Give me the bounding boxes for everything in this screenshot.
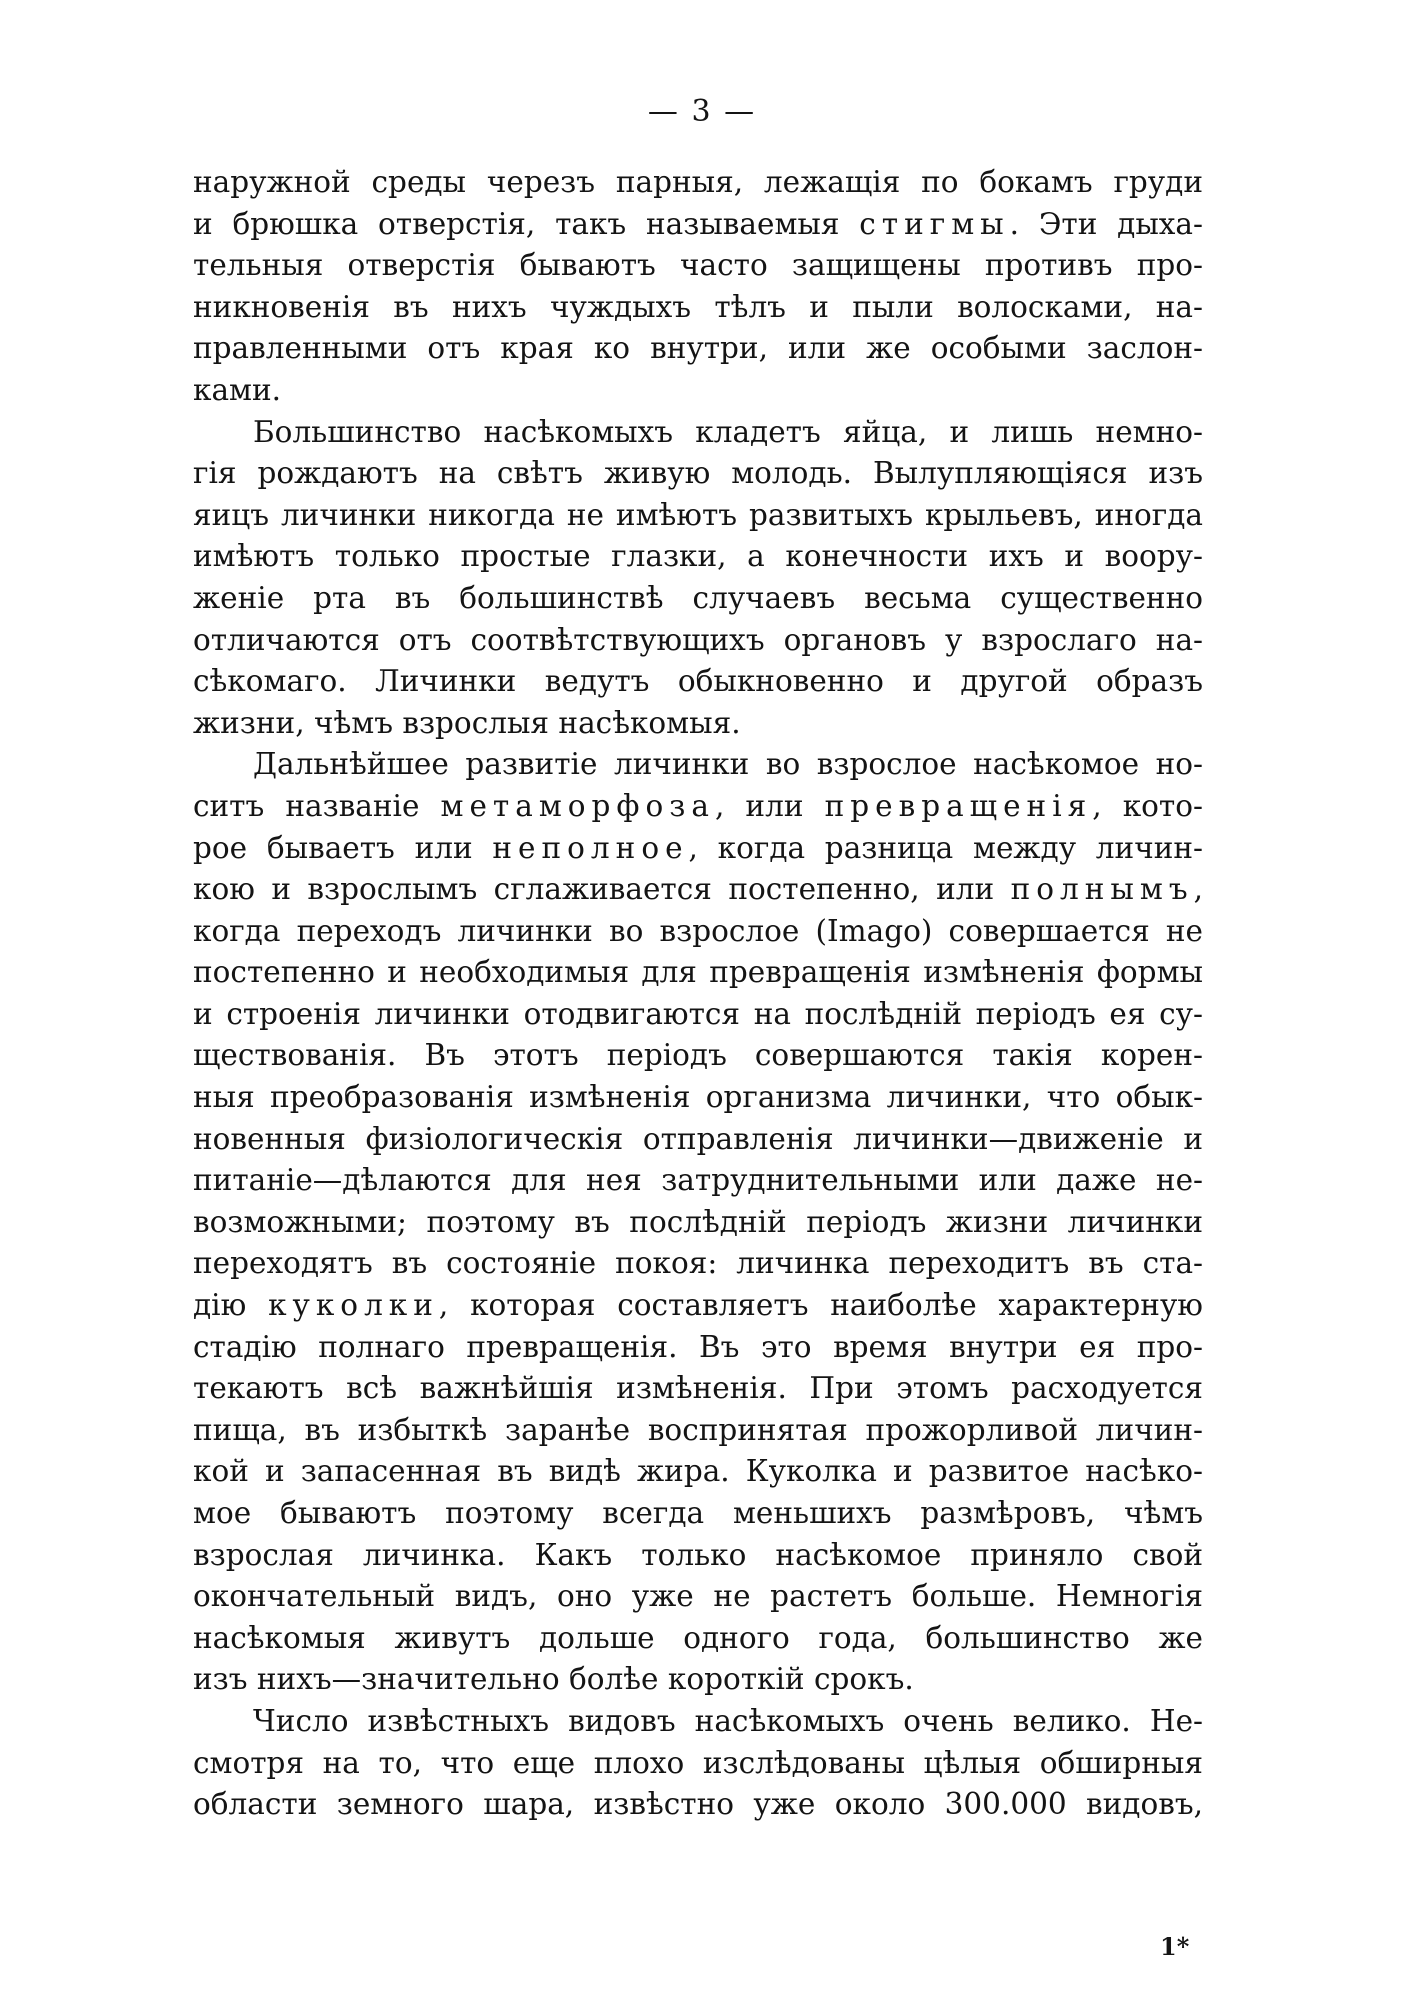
text-line (193, 994, 1203, 1036)
text-segment: окончательный видъ, оно уже не растетъ больше. Немногія (193, 1579, 1203, 1614)
spaced-term: куколки (268, 1288, 439, 1323)
text-segment: насѣкомыя живутъ дольше одного года, большинство же (193, 1620, 1203, 1655)
text-segment: текаютъ всѣ важнѣйшія измѣненія. При этомъ расходуется (193, 1371, 1203, 1406)
text-segment: , когда разница между личин- (688, 830, 1203, 865)
text-segment: отличаются отъ соотвѣтствующихъ органовъ у взрослаго на- (193, 622, 1203, 657)
text-line (193, 869, 1203, 911)
text-segment: и брюшка отверстія, такъ называемыя (193, 206, 860, 241)
text-line (193, 1243, 1203, 1285)
text-line (193, 1035, 1203, 1077)
text-line (193, 1576, 1203, 1618)
text-line (193, 245, 1203, 287)
text-segment: кою и взрослымъ сглаживается постепенно, или (193, 872, 1011, 907)
text-segment: Большинство насѣкомыхъ кладетъ яйца, и лишь немно- (253, 414, 1203, 449)
text-segment: , которая составляетъ наиболѣе характерную (438, 1288, 1203, 1323)
text-segment: переходятъ въ состояніе покоя: личинка переходитъ въ ста- (193, 1246, 1203, 1281)
text-line (193, 370, 1203, 412)
text-line (193, 1410, 1203, 1452)
text-line (193, 287, 1203, 329)
text-segment: гія рождаютъ на свѣтъ живую молодь. Вылупляющіяся изъ (193, 456, 1203, 491)
text-segment: тельныя отверстія бываютъ часто защищены противъ про- (193, 248, 1203, 283)
text-line (193, 952, 1203, 994)
text-segment: области земного шара, извѣстно уже около 300.000 видовъ, (193, 1787, 1203, 1822)
text-line (193, 1285, 1203, 1327)
text-segment: , (1193, 872, 1203, 907)
text-segment: кой и запасенная въ видѣ жира. Куколка и развитое насѣко- (193, 1454, 1203, 1489)
text-segment: никновенія въ нихъ чуждыхъ тѣлъ и пыли волосками, на- (193, 289, 1203, 324)
text-line (193, 1535, 1203, 1577)
text-segment: мое бываютъ поэтому всегда меньшихъ размѣровъ, чѣмъ (193, 1496, 1203, 1530)
text-line (193, 620, 1203, 662)
text-segment: сѣкомаго. Личинки ведутъ обыкновенно и другой образъ (193, 664, 1203, 699)
text-segment: когда переходъ личинки во взрослое (Imago) совершается не (193, 913, 1203, 948)
text-segment: и строенія личинки отодвигаются на послѣдній періодъ ея су- (193, 996, 1203, 1031)
text-line (193, 1701, 1203, 1743)
text-line (193, 911, 1203, 953)
text-segment: , кото- (1092, 788, 1203, 823)
spaced-term: превращенія (824, 788, 1093, 823)
text-segment: имѣютъ только простые глазки, а конечности ихъ и воору- (193, 539, 1203, 574)
text-segment: дію (193, 1288, 269, 1323)
text-segment: новенныя физіологическія отправленія личинки—движеніе и (193, 1121, 1203, 1156)
text-segment: стадію полнаго превращенія. Въ это время внутри ея про- (193, 1329, 1203, 1364)
text-segment: питаніе—дѣлаются для нея затруднительными или даже не- (193, 1163, 1203, 1198)
text-line (193, 703, 1203, 745)
text-segment: женіе рта въ большинствѣ случаевъ весьма существенно (193, 580, 1203, 615)
text-line (193, 1784, 1203, 1826)
text-line (193, 495, 1203, 537)
text-segment: возможными; поэтому въ послѣдній періодъ жизни личинки (193, 1204, 1203, 1239)
spaced-term: стигмы (859, 206, 1010, 241)
text-segment: Дальнѣйшее развитіе личинки во взрослое насѣкомое но- (253, 747, 1203, 782)
signature-mark: 1* (1160, 1932, 1190, 1961)
text-segment: ществованія. Въ этотъ періодъ совершаются такія корен- (193, 1038, 1203, 1073)
text-segment: пища, въ избыткѣ заранѣе воспринятая прожорливой личин- (193, 1412, 1203, 1447)
text-segment: , или (714, 788, 825, 823)
text-line (193, 1327, 1203, 1369)
text-line (193, 1743, 1203, 1785)
text-segment: Число извѣстныхъ видовъ насѣкомыхъ очень велико. Не- (253, 1703, 1203, 1738)
text-segment: наружной среды черезъ парныя, лежащія по бокамъ груди (193, 165, 1203, 199)
text-segment: жизни, чѣмъ взрослыя насѣкомыя. (193, 705, 741, 740)
text-line (193, 536, 1203, 578)
text-segment: изъ нихъ—значительно болѣе короткій срокъ. (193, 1662, 914, 1697)
text-line (193, 828, 1203, 870)
text-line (193, 661, 1203, 703)
text-segment: яицъ личинки никогда не имѣютъ развитыхъ крыльевъ, иногда (193, 497, 1203, 532)
spaced-term: неполное (492, 830, 689, 865)
text-segment: . Эти дыха- (1009, 206, 1203, 241)
text-line (193, 204, 1203, 246)
text-line (193, 1202, 1203, 1244)
text-line (193, 1493, 1203, 1535)
text-line (193, 1451, 1203, 1493)
body-text (193, 162, 1203, 1826)
page-number: — 3 — (647, 94, 757, 129)
spaced-term: полнымъ (1010, 872, 1194, 907)
text-line (193, 1119, 1203, 1161)
text-line (193, 328, 1203, 370)
text-segment: рое бываетъ или (193, 830, 493, 865)
text-segment: ками. (193, 372, 282, 407)
text-line (193, 162, 1203, 204)
spaced-term: метаморфоза (440, 788, 715, 823)
text-line (193, 412, 1203, 454)
text-line (193, 786, 1203, 828)
text-line (193, 1160, 1203, 1202)
text-line (193, 578, 1203, 620)
text-segment: ныя преобразованія измѣненія организма личинки, что обык- (193, 1080, 1203, 1115)
text-line (193, 1368, 1203, 1410)
text-line (193, 1659, 1203, 1701)
text-line (193, 1618, 1203, 1660)
text-segment: ситъ названіе (193, 788, 441, 823)
text-segment: смотря на то, что еще плохо изслѣдованы цѣлыя обширныя (193, 1745, 1203, 1780)
text-line (193, 453, 1203, 495)
text-line (193, 1077, 1203, 1119)
text-segment: постепенно и необходимыя для превращенія измѣненія формы (193, 955, 1203, 990)
text-segment: правленными отъ края ко внутри, или же особыми заслон- (193, 331, 1203, 366)
text-segment: взрослая личинка. Какъ только насѣкомое приняло свой (193, 1537, 1203, 1572)
text-line (193, 744, 1203, 786)
